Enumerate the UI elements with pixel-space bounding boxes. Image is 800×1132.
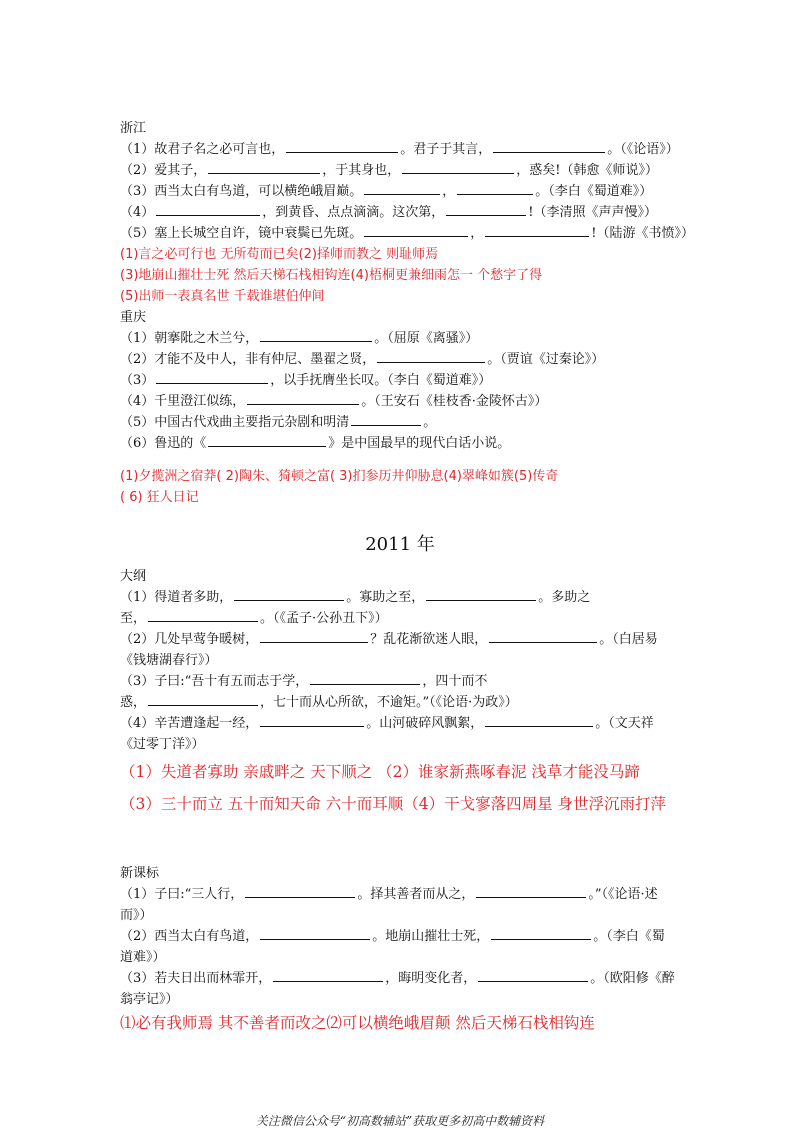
answer-blank	[148, 608, 258, 622]
document-body	[120, 118, 695, 1036]
chongqing-question-6: （6）鲁迅的《 》是中国最早的现代白话小说。	[120, 433, 680, 454]
answer-blank	[489, 629, 597, 643]
dagang-question-4: （4）辛苦遭逢起一经， 。山河破碎风飘絮， 。（文天祥	[120, 713, 680, 734]
section-title-zhejiang: 浙江	[120, 121, 147, 136]
answer-blank	[234, 587, 344, 601]
xinkebiao-answer: ⑴必有我师焉 其不善者而改之⑵可以横绝峨眉颠 然后天梯石栈相钩连	[120, 1014, 595, 1032]
dagang-question-4-cont: 《过零丁洋》）	[120, 737, 205, 752]
answer-blank	[286, 139, 398, 153]
year-heading: 2011 年	[365, 534, 435, 555]
xinkebiao-question-3-cont: 翁亭记》）	[120, 992, 179, 1007]
answer-blank	[260, 328, 372, 342]
chongqing-answer-1: (1)夕揽洲之宿莽( 2)陶朱、猗顿之富( 3)扪参历井仰胁息(4)翠峰如簇(5)传奇	[120, 469, 559, 484]
footer-note: 关注微信公众号“初高数辅站”获取更多初高中数辅资料	[255, 1114, 545, 1128]
answer-blank	[426, 587, 536, 601]
answer-blank	[247, 391, 359, 405]
dagang-question-3-cont: 惑， ，七十而从心所欲，不逾矩。”（《论语·为政》）	[120, 692, 680, 713]
answer-blank	[446, 202, 526, 216]
answer-blank	[364, 223, 468, 237]
xinkebiao-question-2: （2）西当太白有鸟道， 。地崩山摧壮士死， 。（李白《蜀	[120, 926, 680, 947]
answer-blank	[273, 968, 383, 982]
zhejiang-answer-1: (1)言之必可行也 无所苟而已矣(2)择师而教之 则耻师焉	[120, 247, 439, 262]
zhejiang-question-4: （4） ，到黄昏、点点滴滴。这次第， !（李清照《声声慢》）	[120, 202, 680, 223]
answer-blank	[478, 968, 588, 982]
chongqing-question-5: （5）中国古代戏曲主要指元杂剧和明清 。	[120, 412, 680, 433]
zhejiang-question-3: （3）西当太白有鸟道，可以横绝峨眉巅。 ， 。（李白《蜀道难》）	[120, 181, 680, 202]
dagang-question-3: （3）子曰:“吾十有五而志于学， ，四十而不	[120, 671, 680, 692]
dagang-question-2: （2）几处早莺争暖树， ？乱花渐欲迷人眼， 。（白居易	[120, 629, 680, 650]
answer-blank	[491, 926, 591, 940]
section-title-chongqing: 重庆	[120, 310, 147, 325]
answer-blank	[245, 884, 355, 898]
zhejiang-answer-2: (3)地崩山摧壮士死 然后天梯石栈相钩连(4)梧桐更兼细雨怎一 个愁字了得	[120, 268, 543, 283]
answer-blank	[310, 671, 420, 685]
answer-blank	[402, 160, 514, 174]
answer-blank	[377, 349, 485, 363]
answer-blank	[476, 884, 586, 898]
answer-blank	[260, 926, 370, 940]
dagang-question-1: （1）得道者多助， 。寡助之至， 。多助之	[120, 587, 680, 608]
zhejiang-question-5: （5）塞上长城空自许，镜中衰鬓已先斑。 ， !（陆游《书愤》）	[120, 223, 680, 244]
answer-blank	[208, 433, 326, 447]
answer-blank	[364, 181, 440, 195]
answer-blank	[156, 370, 268, 384]
xinkebiao-question-1: （1）子曰:“三人行， 。择其善者而从之， 。”（《论语·述	[120, 884, 680, 905]
dagang-question-1-cont: 至， 。（《孟子·公孙丑下》）	[120, 608, 680, 629]
xinkebiao-question-1-cont: 而》）	[120, 908, 153, 923]
xinkebiao-question-2-cont: 道难》）	[120, 950, 166, 965]
chongqing-question-3: （3） ，以手抚膺坐长叹。（李白《蜀道难》）	[120, 370, 680, 391]
chongqing-question-2: （2）才能不及中人，非有仲尼、墨翟之贤， 。（贾谊《过秦论》）	[120, 349, 680, 370]
chongqing-question-1: （1）朝搴阰之木兰兮， 。（屈原《离骚》）	[120, 328, 680, 349]
zhejiang-question-2: （2）爱其子， ，于其身也， ，惑矣!（韩愈《师说》）	[120, 160, 680, 181]
answer-blank	[493, 139, 605, 153]
section-title-dagang: 大纲	[120, 569, 147, 584]
answer-blank	[148, 692, 258, 706]
chongqing-question-4: （4）千里澄江似练， 。（王安石《桂枝香·金陵怀古》）	[120, 391, 680, 412]
section-title-xinkebiao: 新课标	[120, 866, 160, 881]
answer-blank	[156, 202, 260, 216]
answer-blank	[260, 713, 364, 727]
answer-blank	[485, 223, 589, 237]
zhejiang-answer-3: (5)出师一表真名世 千载谁堪伯仲间	[120, 289, 325, 304]
chongqing-answer-2: ( 6) 狂人日记	[120, 490, 199, 505]
xinkebiao-question-3: （3）若夫日出而林霏开， ，晦明变化者， 。（欧阳修《醉	[120, 968, 680, 989]
dagang-question-2-cont: 《钱塘湖春行》）	[120, 653, 218, 668]
answer-blank	[457, 181, 533, 195]
dagang-answer-1: （1）失道者寡助 亲戚畔之 天下顺之 （2）谁家新燕啄春泥 浅草才能没马蹄	[120, 763, 640, 781]
answer-blank	[351, 412, 421, 426]
zhejiang-question-1: （1）故君子名之必可言也， 。君子于其言， 。（《论语》）	[120, 139, 680, 160]
answer-blank	[208, 160, 320, 174]
answer-blank	[260, 629, 368, 643]
dagang-answer-2: （3）三十而立 五十而知天命 六十而耳顺（4）干戈寥落四周星 身世浮沉雨打萍	[120, 795, 667, 813]
answer-blank	[485, 713, 593, 727]
